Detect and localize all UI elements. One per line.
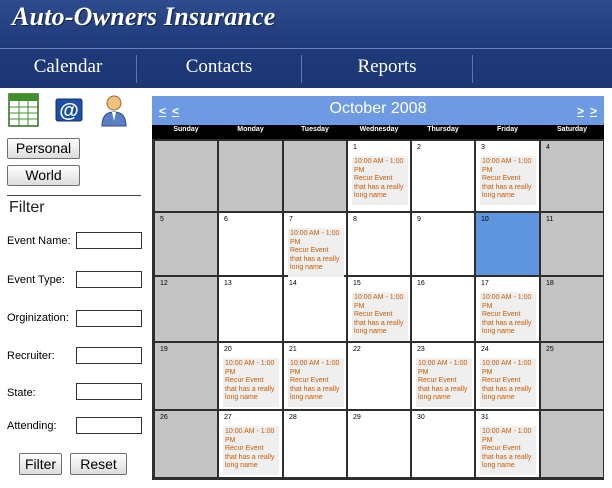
event-time: 10:00 AM - 1:00 PM (354, 158, 404, 174)
calendar-day-cell[interactable] (348, 141, 410, 211)
calendar-day-cell[interactable] (219, 277, 282, 341)
event-time: 10:00 AM - 1:00 PM (225, 360, 275, 376)
event-title: Recur Event that has a really long name (418, 377, 468, 401)
day-number: 5 (160, 216, 164, 223)
world-button[interactable]: World (7, 165, 80, 186)
nav-contacts[interactable]: Contacts (185, 56, 253, 77)
calendar-day-cell[interactable] (476, 411, 539, 477)
email-icon[interactable] (53, 93, 85, 127)
calendar-day-cell[interactable] (284, 343, 346, 409)
filter-divider (7, 195, 141, 196)
event-title: Recur Event that has a really long name (354, 175, 404, 199)
nav-calendar[interactable]: Calendar (33, 56, 103, 77)
attending-input[interactable] (76, 417, 142, 434)
calendar-header (152, 96, 604, 125)
calendar (152, 96, 604, 480)
calendar-event[interactable] (223, 358, 279, 407)
day-number: 1 (353, 144, 357, 151)
calendar-day-cell[interactable] (412, 411, 474, 477)
calendar-day-cell[interactable] (284, 141, 346, 211)
state-input[interactable] (76, 383, 142, 400)
recruiter-input[interactable] (76, 347, 142, 364)
filter-button[interactable]: Filter (19, 453, 62, 475)
event-time: 10:00 AM - 1:00 PM (290, 230, 340, 246)
calendar-day-cell[interactable] (412, 141, 474, 211)
brand-logo: Auto-Owners Insurance (12, 2, 276, 31)
day-of-week-label: Saturday (557, 126, 587, 133)
calendar-event[interactable] (480, 292, 536, 341)
nav-divider (472, 55, 473, 83)
day-of-week-label: Thursday (427, 126, 459, 133)
calendar-day-cell[interactable] (541, 277, 603, 341)
day-of-week-label: Sunday (173, 126, 199, 133)
day-number: 6 (224, 216, 228, 223)
day-number: 31 (481, 414, 489, 421)
calendar-day-cell[interactable] (155, 411, 217, 477)
user-icon[interactable] (98, 93, 130, 127)
personal-button[interactable]: Personal (7, 138, 80, 159)
calendar-event[interactable] (288, 358, 344, 407)
calendar-event[interactable] (352, 292, 408, 341)
calendar-day-cell[interactable] (541, 213, 603, 275)
day-number: 9 (417, 216, 421, 223)
day-number: 15 (353, 280, 361, 287)
day-number: 3 (481, 144, 485, 151)
nav-reports[interactable]: Reports (357, 56, 417, 77)
event-title: Recur Event that has a really long name (482, 175, 532, 199)
day-of-week-label: Monday (237, 126, 264, 133)
day-of-week-label: Wednesday (359, 126, 399, 133)
next-year-button[interactable]: > (590, 104, 598, 118)
calendar-event[interactable] (480, 426, 536, 475)
state-label: State: (7, 387, 36, 399)
day-of-week-label: Tuesday (301, 126, 329, 133)
event-name-input[interactable] (76, 232, 142, 249)
day-number: 7 (289, 216, 293, 223)
day-number: 24 (481, 346, 489, 353)
day-number: 16 (417, 280, 425, 287)
event-time: 10:00 AM - 1:00 PM (418, 360, 468, 376)
calendar-event[interactable] (288, 228, 344, 277)
day-number: 28 (289, 414, 297, 421)
svg-text:@: @ (59, 100, 79, 122)
calendar-day-cell[interactable] (541, 411, 603, 477)
event-time: 10:00 AM - 1:00 PM (482, 360, 532, 376)
event-title: Recur Event that has a really long name (482, 377, 532, 401)
calendar-day-cell[interactable] (219, 213, 282, 275)
day-number: 29 (353, 414, 361, 421)
event-type-label: Event Type: (7, 274, 65, 286)
calendar-day-cell[interactable] (476, 213, 539, 275)
event-title: Recur Event that has a really long name (482, 445, 532, 469)
event-time: 10:00 AM - 1:00 PM (290, 360, 340, 376)
day-number: 13 (224, 280, 232, 287)
calendar-event[interactable] (416, 358, 472, 407)
day-number: 2 (417, 144, 421, 151)
calendar-day-cell[interactable] (155, 277, 217, 341)
reset-button[interactable]: Reset (70, 453, 127, 475)
calendar-day-cell[interactable] (155, 213, 217, 275)
event-title: Recur Event that has a really long name (225, 377, 275, 401)
day-number: 22 (353, 346, 361, 353)
main-nav (0, 48, 612, 86)
day-number: 12 (160, 280, 168, 287)
event-title: Recur Event that has a really long name (354, 311, 404, 335)
attending-label: Attending: (7, 420, 57, 432)
event-time: 10:00 AM - 1:00 PM (225, 428, 275, 444)
calendar-day-cell[interactable] (476, 277, 539, 341)
event-title: Recur Event that has a really long name (482, 311, 532, 335)
app-header (0, 0, 612, 88)
day-number: 30 (417, 414, 425, 421)
organization-label: Orginization: (7, 312, 69, 324)
prev-month-button[interactable]: < (172, 104, 180, 118)
day-number: 18 (546, 280, 554, 287)
calendar-event[interactable] (352, 156, 408, 205)
month-title: October 2008 (329, 100, 427, 117)
day-number: 4 (546, 144, 550, 151)
day-number: 27 (224, 414, 232, 421)
calendar-day-cell[interactable] (284, 411, 346, 477)
day-number: 19 (160, 346, 168, 353)
calendar-day-cell[interactable] (412, 343, 474, 409)
day-number: 21 (289, 346, 297, 353)
calendar-day-cell[interactable] (155, 343, 217, 409)
event-name-label: Event Name: (7, 235, 71, 247)
calendar-day-cell[interactable] (348, 213, 410, 275)
calendar-day-cell[interactable] (412, 213, 474, 275)
calendar-day-cell[interactable] (348, 343, 410, 409)
event-title: Recur Event that has a really long name (290, 247, 340, 271)
calendar-day-cell[interactable] (219, 411, 282, 477)
calendar-day-cell[interactable] (476, 141, 539, 211)
organization-input[interactable] (76, 310, 142, 327)
next-month-button[interactable]: > (577, 104, 585, 118)
event-title: Recur Event that has a really long name (225, 445, 275, 469)
calendar-day-cell[interactable] (541, 343, 603, 409)
calendar-day-cell[interactable] (412, 277, 474, 341)
calendar-day-cell[interactable] (541, 141, 603, 211)
filter-title: Filter (9, 199, 45, 216)
day-of-week-row (152, 125, 604, 139)
day-number: 23 (417, 346, 425, 353)
prev-year-button[interactable]: < (159, 104, 167, 118)
day-number: 14 (289, 280, 297, 287)
event-time: 10:00 AM - 1:00 PM (482, 158, 532, 174)
calendar-day-cell[interactable] (348, 411, 410, 477)
calendar-day-cell[interactable] (284, 213, 346, 275)
calendar-day-cell[interactable] (348, 277, 410, 341)
calendar-day-cell[interactable] (155, 141, 217, 211)
spreadsheet-icon[interactable] (8, 93, 40, 127)
day-number: 10 (481, 216, 489, 223)
calendar-event[interactable] (223, 426, 279, 475)
day-number: 11 (546, 216, 554, 223)
day-number: 8 (353, 216, 357, 223)
day-number: 17 (481, 280, 489, 287)
event-type-input[interactable] (76, 271, 142, 288)
day-number: 20 (224, 346, 232, 353)
calendar-day-cell[interactable] (219, 141, 282, 211)
recruiter-label: Recruiter: (7, 350, 55, 362)
calendar-event[interactable] (480, 156, 536, 205)
event-time: 10:00 AM - 1:00 PM (482, 294, 532, 310)
event-time: 10:00 AM - 1:00 PM (354, 294, 404, 310)
day-number: 26 (160, 414, 168, 421)
calendar-event[interactable] (480, 358, 536, 407)
calendar-day-cell[interactable] (284, 277, 346, 341)
calendar-day-cell[interactable] (476, 343, 539, 409)
day-number: 25 (546, 346, 554, 353)
calendar-day-cell[interactable] (219, 343, 282, 409)
day-of-week-label: Friday (496, 126, 518, 133)
event-time: 10:00 AM - 1:00 PM (482, 428, 532, 444)
event-title: Recur Event that has a really long name (290, 377, 340, 401)
